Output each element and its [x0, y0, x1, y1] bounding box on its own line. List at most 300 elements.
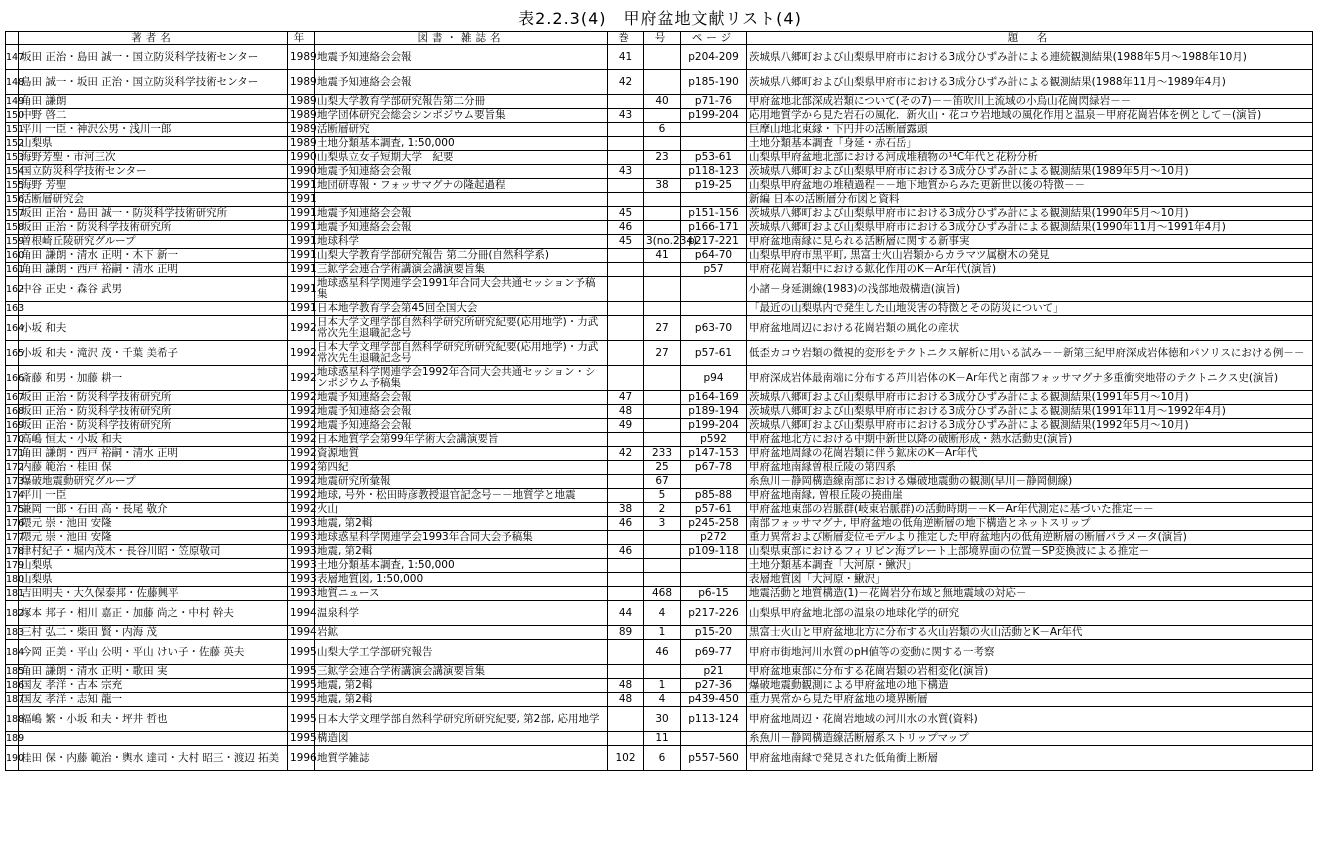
table-row — [6, 316, 1313, 341]
issue-cell: 38 — [644, 179, 681, 193]
title-cell: 茨城県八郷町および山梨県甲府市における3成分ひずみ計による観測結果(1992年5月～10月) — [747, 419, 1313, 433]
title-cell: 甲府盆地南縁に見られる活断層に関する新事実 — [747, 235, 1313, 249]
year-cell: 1989 — [288, 137, 315, 151]
row-number: 154 — [6, 166, 25, 177]
title-cell: 土地分類基本調査「大河原・鰍沢」 — [747, 559, 1313, 573]
title-cell: 山梨県甲府盆地北部における河成堆積物の¹⁴C年代と花粉分析 — [747, 151, 1313, 165]
journal-cell: 山梨大学教育学部研究報告第二分冊 — [315, 95, 608, 109]
journal-cell: 資源地質 — [315, 447, 608, 461]
journal-cell: 地震予知連絡会会報 — [315, 391, 608, 405]
title-cell: 重力異常および断層変位モデルより推定した甲府盆地内の低角逆断層の断層パラメータ(演旨) — [747, 531, 1313, 545]
year-cell: 1992 — [288, 419, 315, 433]
journal-cell: 地団研専報・フォッサマグナの隆起過程 — [315, 179, 608, 193]
pages-cell: p57-61 — [681, 341, 747, 366]
pages-cell: p113-124 — [681, 707, 747, 732]
table-row — [6, 366, 1313, 391]
table-row — [6, 235, 1313, 249]
issue-cell: 4 — [644, 693, 681, 707]
title-cell: 土地分類基本調査「身延・赤石岳」 — [747, 137, 1313, 151]
volume-cell — [608, 573, 644, 587]
row-number: 169 — [6, 420, 25, 431]
year-cell: 1993 — [288, 573, 315, 587]
author-cell: 国友 孝洋・志知 龍一 — [19, 693, 288, 707]
volume-cell: 89 — [608, 626, 644, 640]
row-number: 162 — [6, 277, 19, 302]
journal-cell: 岩鉱 — [315, 626, 608, 640]
journal-cell: 地震予知連絡会会報 — [315, 405, 608, 419]
row-number: 178 — [6, 546, 25, 557]
journal-cell: 表層地質図, 1:50,000 — [315, 573, 608, 587]
issue-cell — [644, 137, 681, 151]
year-cell: 1991 — [288, 235, 315, 249]
row-number: 190 — [6, 746, 19, 771]
journal-cell: 地震予知連絡会会報 — [315, 165, 608, 179]
volume-cell: 43 — [608, 109, 644, 123]
title-cell: 甲府盆地北部深成岩類について(その7)－－笛吹川上流域の小烏山花崗閃緑岩－－ — [747, 95, 1313, 109]
table-row — [6, 732, 1313, 746]
pages-cell: p118-123 — [681, 165, 747, 179]
volume-cell: 46 — [608, 517, 644, 531]
table-row — [6, 601, 1313, 626]
row-number: 176 — [6, 518, 25, 529]
title-cell: 甲府盆地周辺・花崗岩地域の河川水の水質(資料) — [747, 707, 1313, 732]
author-cell: 小坂 和夫 — [19, 316, 288, 341]
year-cell: 1996 — [288, 746, 315, 771]
author-cell: 吉田明夫・大久保泰邦・佐藤興平 — [19, 587, 288, 601]
author-cell: 曽根崎丘陵研究グループ — [19, 235, 288, 249]
pages-cell — [681, 302, 747, 316]
year-cell: 1991 — [288, 277, 315, 302]
title-cell: 甲府盆地南縁で発見された低角衝上断層 — [747, 746, 1313, 771]
issue-cell: 23 — [644, 151, 681, 165]
table-row — [6, 193, 1313, 207]
year-cell: 1992 — [288, 475, 315, 489]
issue-cell — [644, 545, 681, 559]
author-cell: 隈元 崇・池田 安隆 — [19, 517, 288, 531]
row-number: 151 — [6, 124, 25, 135]
year-cell: 1991 — [288, 193, 315, 207]
author-cell: 角田 謙朗・清水 正明・木下 新一 — [19, 249, 288, 263]
row-number: 163 — [6, 303, 25, 314]
table-row — [6, 679, 1313, 693]
row-number: 166 — [6, 366, 19, 391]
header-issue: 号 — [644, 32, 681, 45]
row-number: 187 — [6, 694, 25, 705]
volume-cell — [608, 707, 644, 732]
title-cell: 茨城県八郷町および山梨県甲府市における3成分ひずみ計による観測結果(1990年5月～10月) — [747, 207, 1313, 221]
table-row — [6, 693, 1313, 707]
table-row — [6, 123, 1313, 137]
issue-cell: 468 — [644, 587, 681, 601]
pages-cell: p557-560 — [681, 746, 747, 771]
year-cell: 1995 — [288, 640, 315, 665]
row-number: 148 — [6, 70, 19, 95]
volume-cell — [608, 475, 644, 489]
journal-cell: 地震予知連絡会会報 — [315, 221, 608, 235]
journal-cell: 地球惑星科学関連学会1993年合同大会予稿集 — [315, 531, 608, 545]
journal-cell: 日本大学文理学部自然科学研究所研究紀要(応用地学)・力武 常次先生退職記念号 — [315, 316, 608, 341]
volume-cell — [608, 137, 644, 151]
pages-cell — [681, 123, 747, 137]
author-cell: 津村紀子・堀内茂木・長谷川昭・笠原敬司 — [19, 545, 288, 559]
pages-cell: p272 — [681, 531, 747, 545]
title-cell: 茨城県八郷町および山梨県甲府市における3成分ひずみ計による連続観測結果(1988年5月～1988年10月) — [747, 45, 1313, 70]
title-cell: 山梨県東部におけるフィリピン海プレート上部境界面の位置－SP変換波による推定－ — [747, 545, 1313, 559]
title-cell: 重力異常から見た甲府盆地の境界断層 — [747, 693, 1313, 707]
volume-cell: 48 — [608, 679, 644, 693]
pages-cell — [681, 193, 747, 207]
table-row — [6, 531, 1313, 545]
year-cell: 1994 — [288, 601, 315, 626]
issue-cell — [644, 45, 681, 70]
year-cell: 1992 — [288, 461, 315, 475]
journal-cell: 地震予知連絡会会報 — [315, 70, 608, 95]
issue-cell: 6 — [644, 746, 681, 771]
journal-cell: 土地分類基本調査, 1:50,000 — [315, 137, 608, 151]
title-cell: 甲府盆地周辺における花崗岩類の風化の産状 — [747, 316, 1313, 341]
title-cell: 山梨県甲府市黒平町, 黒富士火山岩類からカラマツ属樹木の発見 — [747, 249, 1313, 263]
row-number: 157 — [6, 208, 25, 219]
pages-cell: p85-88 — [681, 489, 747, 503]
author-cell: 三村 弘二・柴田 賢・内海 茂 — [19, 626, 288, 640]
table-row — [6, 109, 1313, 123]
year-cell: 1991 — [288, 221, 315, 235]
row-number: 160 — [6, 250, 25, 261]
row-number: 170 — [6, 434, 25, 445]
pages-cell — [681, 475, 747, 489]
author-cell: 角田 謙朗・西戸 裕嗣・清水 正明 — [19, 447, 288, 461]
volume-cell: 46 — [608, 545, 644, 559]
literature-table — [5, 31, 1313, 771]
year-cell: 1989 — [288, 70, 315, 95]
journal-cell: 構造図 — [315, 732, 608, 746]
title-cell: 新編 日本の活断層分布図と資料 — [747, 193, 1313, 207]
volume-cell: 42 — [608, 70, 644, 95]
year-cell: 1990 — [288, 151, 315, 165]
issue-cell: 27 — [644, 341, 681, 366]
row-number: 175 — [6, 504, 25, 515]
issue-cell — [644, 573, 681, 587]
header-no — [6, 32, 19, 45]
volume-cell — [608, 123, 644, 137]
issue-cell: 3(no.234) — [644, 235, 681, 249]
issue-cell: 11 — [644, 732, 681, 746]
issue-cell: 5 — [644, 489, 681, 503]
volume-cell — [608, 302, 644, 316]
volume-cell — [608, 249, 644, 263]
issue-cell — [644, 165, 681, 179]
year-cell: 1995 — [288, 732, 315, 746]
row-number: 182 — [6, 601, 19, 626]
year-cell: 1991 — [288, 179, 315, 193]
author-cell: 福嶋 繁・小坂 和夫・坪井 哲也 — [19, 707, 288, 732]
table-row — [6, 137, 1313, 151]
pages-cell: p53-61 — [681, 151, 747, 165]
author-cell: 高嶋 恒太・小坂 和夫 — [19, 433, 288, 447]
journal-cell: 地質ニュース — [315, 587, 608, 601]
year-cell: 1989 — [288, 123, 315, 137]
issue-cell: 6 — [644, 123, 681, 137]
volume-cell: 43 — [608, 165, 644, 179]
table-row — [6, 461, 1313, 475]
pages-cell: p64-70 — [681, 249, 747, 263]
row-number: 153 — [6, 152, 25, 163]
row-number: 159 — [6, 236, 25, 247]
volume-cell — [608, 193, 644, 207]
journal-cell: 地震, 第2輯 — [315, 517, 608, 531]
pages-cell: p57-61 — [681, 503, 747, 517]
title-cell: 甲府盆地東部の岩脈群(岐東岩脈群)の活動時期－－K－Ar年代測定に基づいた推定－－ — [747, 503, 1313, 517]
pages-cell: p63-70 — [681, 316, 747, 341]
pages-cell — [681, 559, 747, 573]
volume-cell: 38 — [608, 503, 644, 517]
year-cell: 1992 — [288, 447, 315, 461]
journal-cell: 地球, 号外・松田時彦教授退官記念号－－地質学と地震 — [315, 489, 608, 503]
issue-cell: 233 — [644, 447, 681, 461]
pages-cell — [681, 573, 747, 587]
row-number: 149 — [6, 96, 25, 107]
row-number: 172 — [6, 462, 25, 473]
journal-cell: 活断層研究 — [315, 123, 608, 137]
volume-cell: 45 — [608, 207, 644, 221]
year-cell: 1993 — [288, 587, 315, 601]
title-cell: 山梨県甲府盆地の堆積過程－－地下地質からみた更新世以後の特徴－－ — [747, 179, 1313, 193]
issue-cell: 46 — [644, 640, 681, 665]
journal-cell: 日本地質学会第99年学術大会講演要旨 — [315, 433, 608, 447]
title-cell: 糸魚川－静岡構造線活断層系ストリップマップ — [747, 732, 1313, 746]
journal-cell: 地球惑星科学関連学会1991年合同大会共通セッション予稿集 — [315, 277, 608, 302]
row-number: 173 — [6, 476, 25, 487]
row-number: 185 — [6, 666, 25, 677]
year-cell: 1992 — [288, 366, 315, 391]
volume-cell: 44 — [608, 601, 644, 626]
issue-cell — [644, 109, 681, 123]
author-cell: 角田 謙朗・清水 正明・歌田 実 — [19, 665, 288, 679]
pages-cell: p217-226 — [681, 601, 747, 626]
journal-cell: 地震予知連絡会会報 — [315, 45, 608, 70]
pages-cell: p147-153 — [681, 447, 747, 461]
table-row — [6, 626, 1313, 640]
year-cell: 1994 — [288, 626, 315, 640]
volume-cell — [608, 277, 644, 302]
table-row — [6, 419, 1313, 433]
volume-cell — [608, 559, 644, 573]
row-number: 180 — [6, 574, 25, 585]
title-cell: 甲府市街地河川水質のpH値等の変動に関する一考察 — [747, 640, 1313, 665]
issue-cell — [644, 302, 681, 316]
year-cell: 1992 — [288, 341, 315, 366]
table-row — [6, 559, 1313, 573]
journal-cell: 地震研究所彙報 — [315, 475, 608, 489]
year-cell: 1995 — [288, 707, 315, 732]
issue-cell: 30 — [644, 707, 681, 732]
volume-cell: 48 — [608, 405, 644, 419]
table-row — [6, 503, 1313, 517]
author-cell: 桂田 保・内藤 範治・輿水 達司・大村 昭三・渡辺 拓美 — [19, 746, 288, 771]
volume-cell — [608, 587, 644, 601]
volume-cell — [608, 366, 644, 391]
title-cell: 甲府深成岩体最南端に分布する芦川岩体のK－Ar年代と南部フォッサマグナ多重衝突地帯のテクトニクス史(演旨) — [747, 366, 1313, 391]
year-cell: 1990 — [288, 165, 315, 179]
year-cell: 1989 — [288, 95, 315, 109]
table-row — [6, 45, 1313, 70]
title-cell: 低歪カコウ岩類の微視的変形をテクトニクス解析に用いる試み－－新第三紀甲府深成岩体徳和パソリスにおける例－－ — [747, 341, 1313, 366]
author-cell: 中谷 正史・森谷 武男 — [19, 277, 288, 302]
pages-cell: p166-171 — [681, 221, 747, 235]
volume-cell — [608, 151, 644, 165]
journal-cell: 地震, 第2輯 — [315, 693, 608, 707]
title-cell: 地震活動と地質構造(1)－花崗岩分布域と無地震域の対応－ — [747, 587, 1313, 601]
issue-cell: 41 — [644, 249, 681, 263]
volume-cell: 47 — [608, 391, 644, 405]
journal-cell: 地震, 第2輯 — [315, 545, 608, 559]
author-cell: 山梨県 — [19, 573, 288, 587]
title-cell: 甲府盆地東部に分布する花崗岩類の岩相変化(演旨) — [747, 665, 1313, 679]
year-cell: 1992 — [288, 489, 315, 503]
row-number: 152 — [6, 138, 25, 149]
table-row — [6, 447, 1313, 461]
author-cell: 山梨県 — [19, 137, 288, 151]
title-cell: 糸魚川－静岡構造線南部における爆破地震動の観測(早川－静岡側線) — [747, 475, 1313, 489]
issue-cell — [644, 559, 681, 573]
issue-cell — [644, 263, 681, 277]
author-cell: 内藤 範治・桂田 保 — [19, 461, 288, 475]
table-row — [6, 517, 1313, 531]
table-row — [6, 165, 1313, 179]
table-row — [6, 263, 1313, 277]
author-cell: 坂田 正治・防災科学技術研究所 — [19, 391, 288, 405]
table-row — [6, 587, 1313, 601]
author-cell: 国友 孝洋・古本 宗充 — [19, 679, 288, 693]
issue-cell — [644, 207, 681, 221]
pages-cell: p27-36 — [681, 679, 747, 693]
pages-cell: p109-118 — [681, 545, 747, 559]
row-number: 186 — [6, 680, 25, 691]
title-cell: 茨城県八郷町および山梨県甲府市における3成分ひずみ計による観測結果(1988年11月～1989年4月) — [747, 70, 1313, 95]
title-cell: 甲府花崗岩類中における鉱化作用のK－Ar年代(演旨) — [747, 263, 1313, 277]
table-row — [6, 433, 1313, 447]
header-year: 年 — [288, 32, 315, 45]
table-row — [6, 573, 1313, 587]
table-row — [6, 489, 1313, 503]
volume-cell — [608, 665, 644, 679]
volume-cell — [608, 341, 644, 366]
row-number: 184 — [6, 640, 19, 665]
pages-cell: p69-77 — [681, 640, 747, 665]
issue-cell: 2 — [644, 503, 681, 517]
row-number: 188 — [6, 707, 19, 732]
row-number: 168 — [6, 406, 25, 417]
row-number: 189 — [6, 733, 25, 744]
issue-cell — [644, 277, 681, 302]
author-cell: 小坂 和夫・滝沢 茂・千葉 美希子 — [19, 341, 288, 366]
year-cell: 1989 — [288, 109, 315, 123]
journal-cell: 地球惑星科学関連学会1992年合同大会共通セッション・シンポジウム予稿集 — [315, 366, 608, 391]
issue-cell: 1 — [644, 626, 681, 640]
journal-cell: 山梨大学教育学部研究報告 第二分冊(自然科学系) — [315, 249, 608, 263]
title-cell: 黒富士火山と甲府盆地北方に分布する火山岩類の火山活動とK－Ar年代 — [747, 626, 1313, 640]
volume-cell — [608, 531, 644, 545]
year-cell: 1991 — [288, 263, 315, 277]
author-cell: 坂田 正治・防災科学技術研究所 — [19, 419, 288, 433]
year-cell: 1992 — [288, 433, 315, 447]
author-cell: 山梨県 — [19, 559, 288, 573]
author-cell: 爆破地震動研究グループ — [19, 475, 288, 489]
journal-cell: 地質学雑誌 — [315, 746, 608, 771]
row-number: 171 — [6, 448, 25, 459]
pages-cell: p151-156 — [681, 207, 747, 221]
author-cell: 島田 誠一・坂田 正治・国立防災科学技術センター — [19, 70, 288, 95]
row-number: 164 — [6, 316, 19, 341]
row-number: 183 — [6, 627, 25, 638]
journal-cell: 山梨県立女子短期大学 紀要 — [315, 151, 608, 165]
journal-cell: 土地分類基本調査, 1:50,000 — [315, 559, 608, 573]
year-cell: 1991 — [288, 249, 315, 263]
pages-cell: p164-169 — [681, 391, 747, 405]
author-cell: 平川 一臣 — [19, 489, 288, 503]
pages-cell: p217-221 — [681, 235, 747, 249]
pages-cell: p15-20 — [681, 626, 747, 640]
issue-cell: 27 — [644, 316, 681, 341]
pages-cell: p199-204 — [681, 419, 747, 433]
volume-cell — [608, 263, 644, 277]
table-row — [6, 341, 1313, 366]
row-number: 150 — [6, 110, 25, 121]
pages-cell — [681, 732, 747, 746]
title-cell: 巨摩山地北東縁・下円井の活断層露頭 — [747, 123, 1313, 137]
issue-cell: 25 — [644, 461, 681, 475]
author-cell: 坂田 正治・防災科学技術研究所 — [19, 221, 288, 235]
row-number: 167 — [6, 392, 25, 403]
volume-cell — [608, 179, 644, 193]
title-cell: 茨城県八郷町および山梨県甲府市における3成分ひずみ計による観測結果(1991年5月～10月) — [747, 391, 1313, 405]
table-row — [6, 405, 1313, 419]
journal-cell: 温泉科学 — [315, 601, 608, 626]
journal-cell: 地震予知連絡会会報 — [315, 419, 608, 433]
title-cell: 甲府盆地北方における中期中新世以降の破断形成・熱水活動史(演旨) — [747, 433, 1313, 447]
journal-cell: 日本大学文理学部自然科学研究所研究紀要(応用地学)・力武 常次先生退職記念号 — [315, 341, 608, 366]
journal-cell: 日本大学文理学部自然科学研究所研究紀要, 第2部, 応用地学 — [315, 707, 608, 732]
header-pages: ページ — [681, 32, 747, 45]
row-number: 161 — [6, 264, 25, 275]
volume-cell — [608, 461, 644, 475]
header-journal: 図書・雑誌名 — [315, 32, 608, 45]
journal-cell: 地学団体研究会総会シンポジウム要旨集 — [315, 109, 608, 123]
pages-cell: p189-194 — [681, 405, 747, 419]
title-cell: 茨城県八郷町および山梨県甲府市における3成分ひずみ計による観測結果(1991年11月～1992年4月) — [747, 405, 1313, 419]
title-cell: 爆破地震動観測による甲府盆地の地下構造 — [747, 679, 1313, 693]
table-row — [6, 179, 1313, 193]
header-title: 題 名 — [747, 32, 1313, 45]
year-cell: 1993 — [288, 559, 315, 573]
pages-cell: p67-78 — [681, 461, 747, 475]
title-cell: 「最近の山梨県内で発生した山地災害の特徴とその防災について」 — [747, 302, 1313, 316]
table-row — [6, 70, 1313, 95]
journal-cell: 山梨大学工学部研究報告 — [315, 640, 608, 665]
volume-cell: 42 — [608, 447, 644, 461]
table-row — [6, 746, 1313, 771]
table-row — [6, 545, 1313, 559]
author-cell: 海野 芳聖 — [19, 179, 288, 193]
issue-cell — [644, 70, 681, 95]
pages-cell: p204-209 — [681, 45, 747, 70]
table-row — [6, 640, 1313, 665]
volume-cell — [608, 732, 644, 746]
year-cell: 1995 — [288, 665, 315, 679]
issue-cell — [644, 405, 681, 419]
row-number: 181 — [6, 588, 25, 599]
title-cell: 茨城県八郷町および山梨県甲府市における3成分ひずみ計による観測結果(1990年11月～1991年4月) — [747, 221, 1313, 235]
